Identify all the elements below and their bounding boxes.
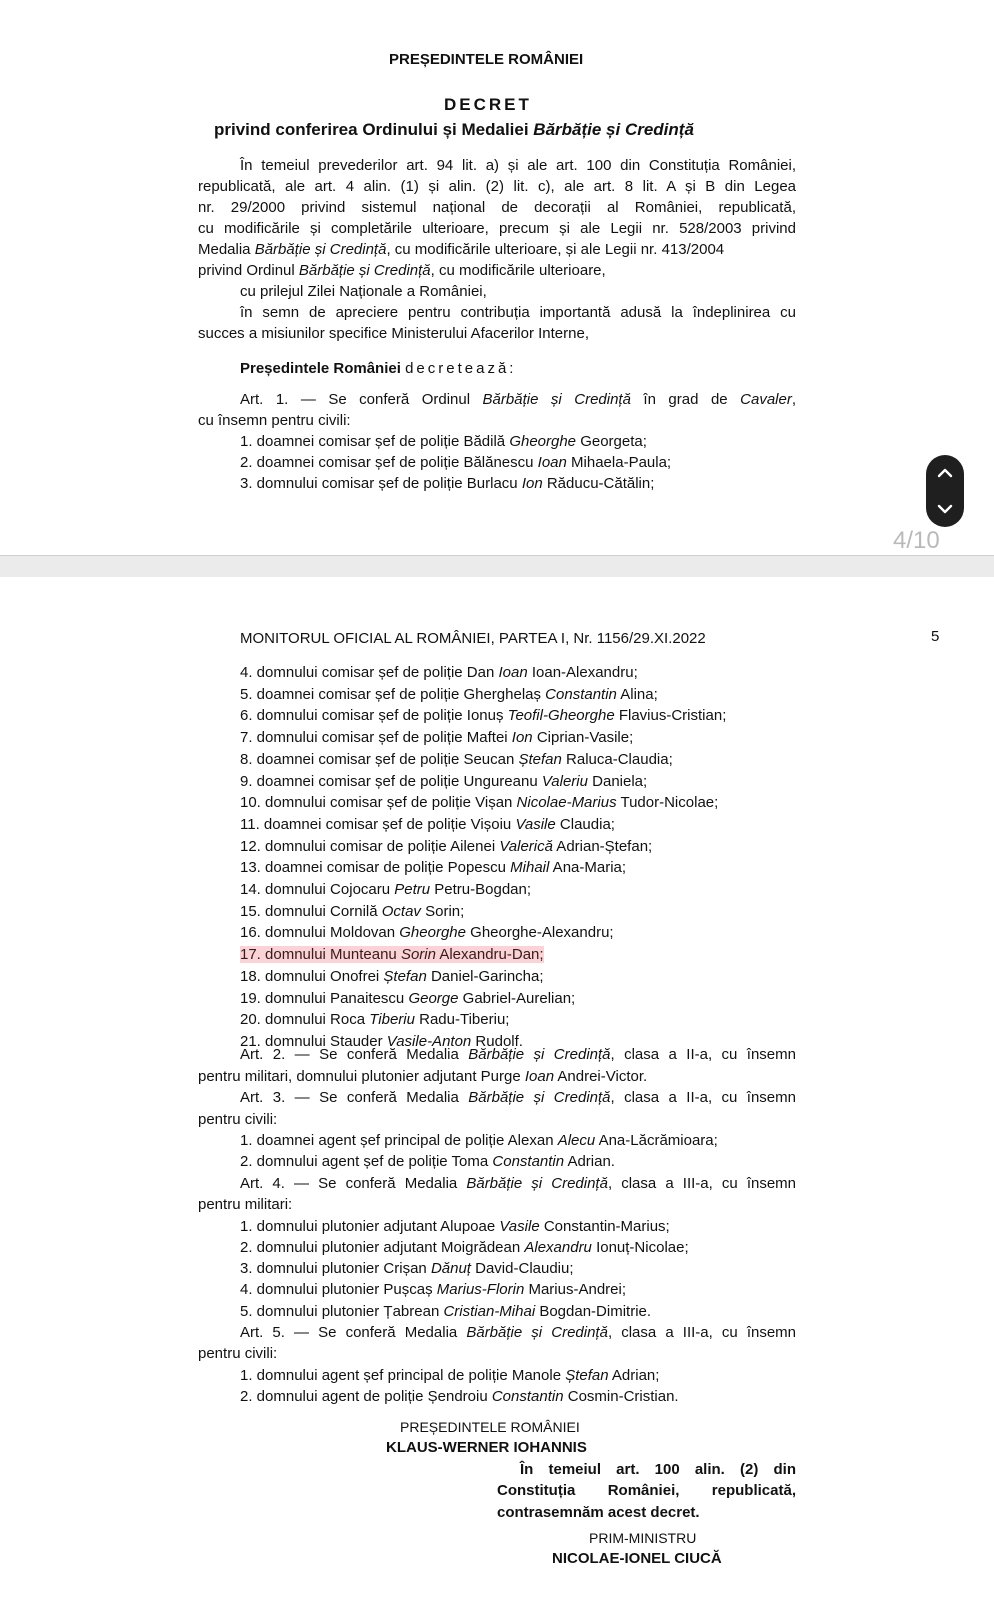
preamble-line: cu modificările și completările ulterioare, precum și ale Legii nr. 528/2003 privind — [198, 220, 796, 237]
subtitle-italic: Bărbăție și Credință — [533, 120, 694, 139]
list-item: 20. domnului Roca Tiberiu Radu-Tiberiu; — [240, 1011, 510, 1028]
preamble-line: privind Ordinul Bărbăție și Credință, cu modificările ulterioare, — [198, 262, 606, 279]
document-page-4 — [0, 0, 994, 555]
page-navigation — [926, 455, 964, 527]
list-item: 9. doamnei comisar șef de poliție Ungureanu Valeriu Daniela; — [240, 773, 648, 790]
list-item: 8. doamnei comisar șef de poliție Seucan Ștefan Raluca-Claudia; — [240, 751, 673, 768]
list-item: 3. domnului comisar șef de poliție Burlacu Ion Răducu-Cătălin; — [240, 475, 655, 492]
article-1: Art. 1. — Se conferă Ordinul Bărbăție și Credință în grad de Cavaler, — [240, 391, 796, 408]
pm-title: PRIM-MINISTRU — [589, 1530, 697, 1546]
list-item: 15. domnului Cornilă Octav Sorin; — [240, 903, 465, 920]
list-item: 19. domnului Panaitescu George Gabriel-Aurelian; — [240, 990, 576, 1007]
preamble-line: nr. 29/2000 privind sistemul național de decorații al României, republicată, — [198, 199, 796, 216]
page-separator — [0, 555, 994, 556]
countersign-line: Constituția României, republicată, — [497, 1482, 796, 1499]
list-item: 21. domnului Stauder Vasile-Anton Rudolf. — [240, 1033, 523, 1050]
decret-subtitle — [214, 119, 694, 141]
list-item: 7. domnului comisar șef de poliție Maftei Ion Ciprian-Vasile; — [240, 729, 634, 746]
countersign-line: În temeiul art. 100 alin. (2) din — [520, 1461, 796, 1478]
decrees-line — [240, 359, 516, 379]
list-item: 1. domnului agent șef principal de poliție Manole Ștefan Adrian; — [240, 1367, 660, 1384]
list-item: 2. doamnei comisar șef de poliție Bălănescu Ioan Mihaela-Paula; — [240, 454, 672, 471]
page-number: 5 — [931, 628, 940, 645]
list-item: 5. doamnei comisar șef de poliție Gherghelaș Constantin Alina; — [240, 686, 658, 703]
decret-title: DECRET — [444, 95, 532, 114]
chevron-up-icon — [937, 466, 953, 480]
list-item: 2. domnului agent șef de poliție Toma Constantin Adrian. — [240, 1153, 615, 1170]
list-item: 1. doamnei comisar șef de poliție Bădilă Gheorghe Georgeta; — [240, 433, 647, 450]
list-item: 11. doamnei comisar șef de poliție Vișoiu Vasile Claudia; — [240, 816, 615, 833]
list-item: 14. domnului Cojocaru Petru Petru-Bogdan; — [240, 881, 532, 898]
list-item: 1. doamnei agent șef principal de poliție Alexan Alecu Ana-Lăcrămioara; — [240, 1132, 718, 1149]
article-5-cont: pentru civili: — [198, 1345, 278, 1362]
list-item: 1. domnului plutonier adjutant Alupoae Vasile Constantin-Marius; — [240, 1218, 670, 1235]
decrees-verb: decretează: — [405, 360, 517, 377]
chevron-down-icon — [937, 502, 953, 516]
highlighted-entry: 17. domnului Munteanu Sorin Alexandru-Dan; — [240, 946, 544, 963]
list-item: 13. doamnei comisar de poliție Popescu Mihail Ana-Maria; — [240, 859, 627, 876]
signatory-title: PREȘEDINTELE ROMÂNIEI — [400, 1419, 580, 1435]
list-item: 3. domnului plutonier Crișan Dănuț David-Claudiu; — [240, 1260, 574, 1277]
issuer-header: PREȘEDINTELE ROMÂNIEI — [389, 51, 584, 68]
preamble-line: republicată, ale art. 4 alin. (1) și alin. (2) lit. c), ale art. 8 lit. A și B din Legea — [198, 178, 796, 195]
list-item: 5. domnului plutonier Țabrean Cristian-Mihai Bogdan-Dimitrie. — [240, 1303, 652, 1320]
document-page-5 — [0, 577, 994, 1600]
occasion-line: cu prilejul Zilei Naționale a României, — [240, 283, 487, 300]
subtitle-text: privind conferirea Ordinului și Medaliei — [214, 120, 534, 139]
list-item: 10. domnului comisar șef de poliție Vișan Nicolae-Marius Tudor-Nicolae; — [240, 794, 719, 811]
pm-name: NICOLAE-IONEL CIUCĂ — [552, 1550, 722, 1567]
preamble-line: Medalia Bărbăție și Credință, cu modificările ulterioare, și ale Legii nr. 413/2004 — [198, 241, 725, 258]
list-item: 2. domnului agent de poliție Șendroiu Constantin Cosmin-Cristian. — [240, 1388, 679, 1405]
article-3-cont: pentru civili: — [198, 1111, 278, 1128]
list-item: 16. domnului Moldovan Gheorghe Gheorghe-Alexandru; — [240, 924, 614, 941]
previous-page-button[interactable] — [926, 455, 964, 491]
appreciation-line: în semn de apreciere pentru contribuția importantă adusă la îndeplinirea cu — [240, 304, 796, 321]
list-item: 2. domnului plutonier adjutant Moigrădean Alexandru Ionuț-Nicolae; — [240, 1239, 689, 1256]
article-2-cont: pentru militari, domnului plutonier adjutant Purge Ioan Andrei-Victor. — [198, 1068, 648, 1085]
monitor-header: MONITORUL OFICIAL AL ROMÂNIEI, PARTEA I, Nr. 1156/29.XI.2022 — [240, 630, 706, 647]
appreciation-line: succes a misiunilor specifice Ministerului Afacerilor Interne, — [198, 325, 589, 342]
list-item: 18. domnului Onofrei Ștefan Daniel-Garincha; — [240, 968, 544, 985]
list-item: 6. domnului comisar șef de poliție Ionuș Teofil-Gheorghe Flavius-Cristian; — [240, 707, 727, 724]
list-item: 4. domnului plutonier Pușcaș Marius-Florin Marius-Andrei; — [240, 1281, 626, 1298]
article-5: Art. 5. — Se conferă Medalia Bărbăție și Credință, clasa a III-a, cu însemn — [240, 1324, 797, 1341]
signatory-name: KLAUS-WERNER IOHANNIS — [386, 1439, 587, 1456]
page-indicator: 4/10 — [893, 527, 940, 554]
list-item: 4. domnului comisar șef de poliție Dan Ioan Ioan-Alexandru; — [240, 664, 638, 681]
article-1-cont: cu însemn pentru civili: — [198, 412, 351, 429]
article-4: Art. 4. — Se conferă Medalia Bărbăție și Credință, clasa a III-a, cu însemn — [240, 1175, 797, 1192]
decrees-subject: Președintele României — [240, 360, 401, 377]
article-4-cont: pentru militari: — [198, 1196, 293, 1213]
article-3: Art. 3. — Se conferă Medalia Bărbăție și Credință, clasa a II-a, cu însemn — [240, 1089, 796, 1106]
list-item — [240, 945, 544, 965]
next-page-button[interactable] — [926, 491, 964, 527]
countersign-line: contrasemnăm acest decret. — [497, 1504, 700, 1521]
preamble-line: În temeiul prevederilor art. 94 lit. a) și ale art. 100 din Constituția României, — [240, 157, 796, 174]
article-2: Art. 2. — Se conferă Medalia Bărbăție și Credință, clasa a II-a, cu însemn — [240, 1046, 796, 1063]
list-item: 12. domnului comisar de poliție Ailenei Valerică Adrian-Ștefan; — [240, 838, 653, 855]
